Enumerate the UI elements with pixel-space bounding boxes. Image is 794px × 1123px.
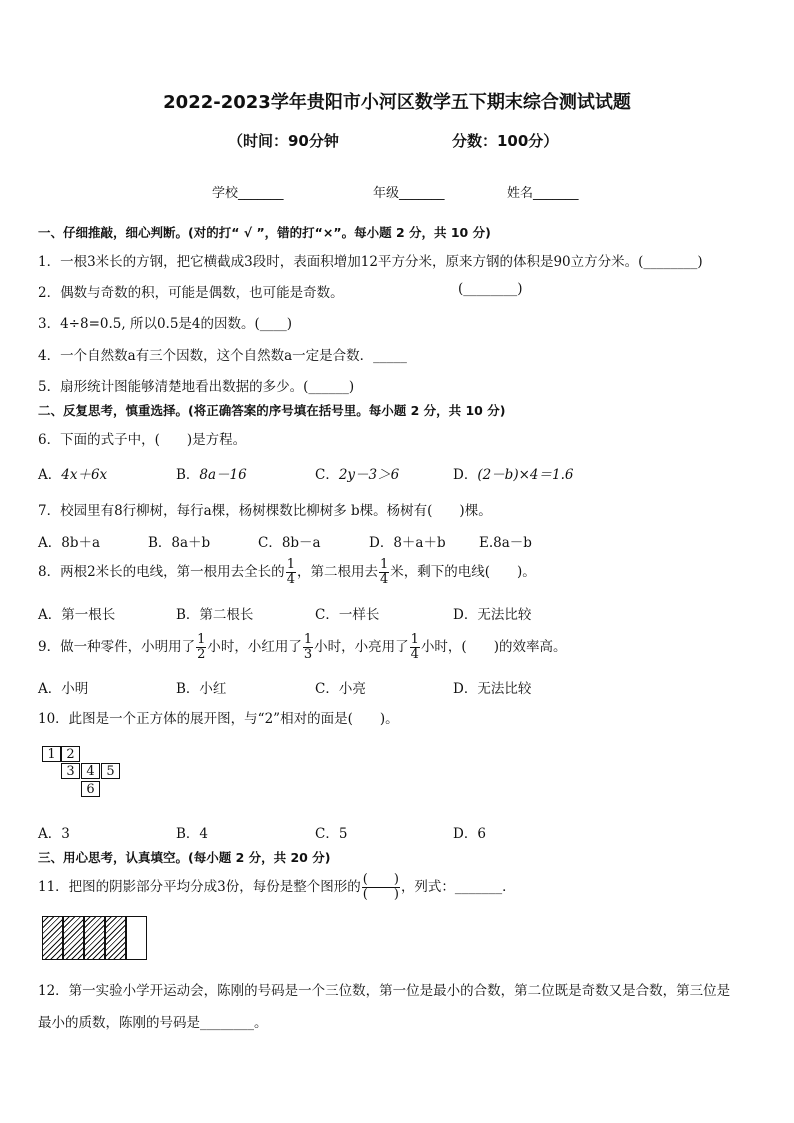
option-expr: 2y－3＞6: [338, 467, 400, 483]
question-5: 5．扇形统计图能够清楚地看出数据的多少。(______): [38, 379, 355, 395]
q10-option-d[interactable]: D．6: [453, 826, 486, 842]
question-12-line-2: 最小的质数，陈刚的号码是________。: [38, 1015, 268, 1031]
q8-fraction-2: [379, 558, 389, 587]
question-9: [38, 632, 566, 662]
figure-cell-hatched: [63, 916, 84, 960]
numerator: 1: [286, 557, 295, 572]
denominator: 2: [197, 647, 206, 662]
figure-cell-hatched: [42, 916, 63, 960]
q8-option-b[interactable]: B．第二根长: [176, 607, 254, 623]
q9-text-3: 小时，小亮用了: [314, 639, 409, 655]
net-face-5: 5: [101, 763, 120, 779]
q10-option-c[interactable]: C．5: [315, 826, 348, 842]
q11-text-2: ，列式：_______．: [400, 879, 516, 895]
net-face-4: 4: [81, 763, 100, 779]
q9-text-4: 小时，( )的效率高。: [420, 639, 567, 655]
q9-option-d[interactable]: D．无法比较: [453, 681, 532, 697]
question-4: 4．一个自然数a有三个因数，这个自然数a一定是合数．_____: [38, 348, 407, 364]
q8-fraction-1: [286, 558, 296, 587]
denominator: 4: [410, 647, 419, 662]
option-label: C．: [315, 467, 339, 483]
figure-cell-blank: [126, 916, 147, 960]
q9-text-1: 9．做一种零件，小明用了: [38, 639, 196, 655]
name-field[interactable]: 姓名_______: [507, 186, 579, 201]
net-face-6: 6: [81, 781, 100, 797]
page-title: 2022-2023学年贵阳市小河区数学五下期末综合测试试题: [163, 92, 631, 113]
q7-option-a[interactable]: A．8b＋a: [38, 535, 101, 551]
q6-option-b[interactable]: [176, 463, 247, 483]
question-3: 3．4÷8=0.5, 所以0.5是4的因数。(____): [38, 316, 293, 332]
section-1-heading: 一、仔细推敲，细心判断。(对的打“ √ ”，错的打“×”。每小题 2 分，共 10 分): [38, 225, 491, 240]
q9-option-a[interactable]: A．小明: [38, 681, 89, 697]
numerator: 1: [379, 557, 389, 572]
q10-option-b[interactable]: B．4: [176, 826, 209, 842]
q9-option-b[interactable]: B．小红: [176, 681, 227, 697]
net-face-1: 1: [42, 746, 61, 762]
question-7: 7．校园里有8行柳树，每行a棵，杨树棵数比柳树多 b棵。杨树有( )棵。: [38, 503, 492, 519]
q7-option-c[interactable]: C．8b－a: [258, 535, 321, 551]
question-1: 1．一根3米长的方钢，把它横截成3段时，表面积增加12平方分米，原来方钢的体积是90立方分米。(________): [38, 254, 703, 270]
numerator: 1: [410, 632, 419, 647]
q10-option-a[interactable]: A．3: [38, 826, 70, 842]
net-face-3: 3: [61, 763, 80, 779]
q6-option-a[interactable]: [38, 463, 107, 483]
time-label: （时间：90分钟: [228, 132, 339, 150]
denominator-blank[interactable]: ( ): [362, 887, 399, 902]
score-label: 分数：100分）: [452, 132, 559, 150]
q9-fraction-1: [196, 633, 206, 662]
question-8: [38, 557, 536, 587]
numerator: 1: [303, 632, 313, 647]
option-label: B．: [176, 467, 200, 483]
numerator: 1: [197, 632, 206, 647]
question-2: 2．偶数与奇数的积，可能是偶数，也可能是奇数。: [38, 285, 344, 301]
figure-cell-hatched: [105, 916, 126, 960]
q6-option-c[interactable]: [315, 463, 399, 483]
question-12-line-1: 12．第一实验小学开运动会，陈刚的号码是一个三位数，第一位是最小的合数，第二位既是奇数又是合数，第三位是: [38, 983, 731, 999]
denominator: 4: [379, 572, 389, 587]
q7-option-e[interactable]: E.8a－b: [479, 535, 532, 551]
q8-option-c[interactable]: C．一样长: [315, 607, 380, 623]
q9-text-2: 小时，小红用了: [207, 639, 302, 655]
q9-option-c[interactable]: C．小亮: [315, 681, 366, 697]
question-10: 10．此图是一个正方体的展开图，与“2”相对的面是( )。: [38, 711, 399, 727]
option-expr: 4x＋6x: [61, 467, 108, 483]
q7-option-d[interactable]: D．8＋a＋b: [369, 535, 446, 551]
question-2-blank[interactable]: (________): [458, 281, 523, 297]
q9-fraction-3: [410, 633, 420, 662]
option-label: D．: [453, 467, 478, 483]
option-expr: 8a－16: [199, 467, 247, 483]
q7-option-b[interactable]: B．8a＋b: [148, 535, 211, 551]
q8-option-a[interactable]: A．第一根长: [38, 607, 116, 623]
option-expr: (2－b)×4＝1.6: [477, 467, 574, 483]
q8-option-d[interactable]: D．无法比较: [453, 607, 532, 623]
figure-cell-hatched: [84, 916, 105, 960]
option-label: A．: [38, 467, 62, 483]
denominator: 4: [286, 572, 295, 587]
q8-text-1: 8．两根2米长的电线，第一根用去全长的: [38, 564, 285, 580]
q9-fraction-2: [303, 633, 313, 662]
q6-option-d[interactable]: [453, 463, 573, 483]
school-field[interactable]: 学校_______: [212, 186, 284, 201]
section-3-heading: 三、用心思考，认真填空。(每小题 2 分，共 20 分): [38, 850, 331, 865]
net-face-2: 2: [61, 746, 80, 762]
question-6: 6．下面的式子中，( )是方程。: [38, 432, 247, 448]
q8-text-2: ，第二根用去: [296, 564, 378, 580]
q11-text-1: 11．把图的阴影部分平均分成3份，每份是整个图形的: [38, 879, 361, 895]
numerator-blank[interactable]: ( ): [362, 872, 399, 887]
q8-text-3: 米，剩下的电线( )。: [390, 564, 536, 580]
question-11: [38, 870, 516, 904]
section-2-heading: 二、反复思考，慎重选择。(将正确答案的序号填在括号里。每小题 2 分，共 10 分): [38, 403, 506, 418]
q11-fraction-blank[interactable]: [362, 873, 400, 902]
denominator: 3: [303, 647, 313, 662]
grade-field[interactable]: 年级_______: [373, 186, 445, 201]
